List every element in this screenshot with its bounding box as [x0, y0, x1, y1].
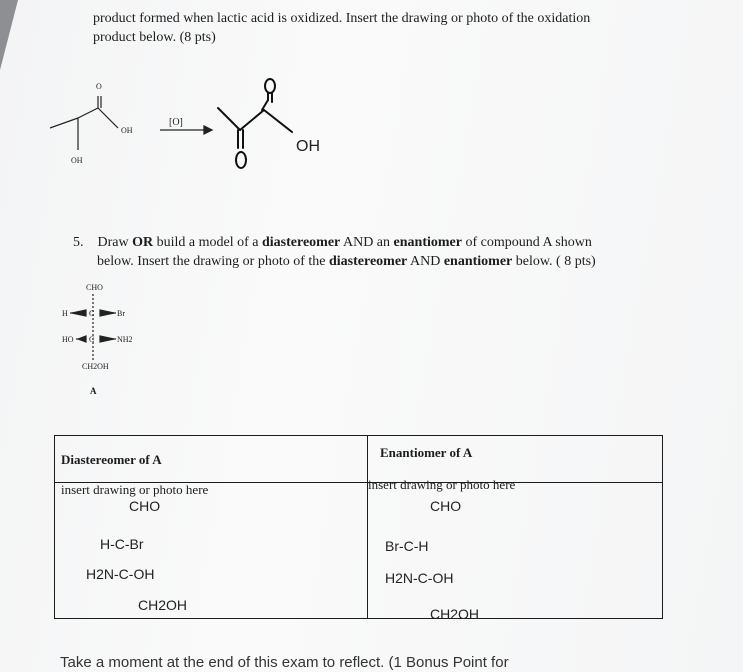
- q5-text: below. ( 8 pts): [512, 254, 596, 269]
- product-oh-label: OH: [296, 138, 320, 155]
- question4-text-line1: product formed when lactic acid is oxidized. Insert the drawing or photo of the oxidation: [93, 11, 591, 26]
- answer-table: [54, 435, 663, 619]
- q5-text: Draw: [97, 235, 133, 250]
- q5-enantiomer: enantiomer: [393, 235, 462, 250]
- compound-a-row1-left: H: [62, 309, 68, 318]
- question5-text-line2: [97, 253, 596, 270]
- diastereomer-prompt: insert drawing or photo here: [61, 482, 209, 497]
- diastereomer-header: Diastereomer of A: [55, 436, 368, 483]
- q5-diastereomer: diastereomer: [261, 235, 341, 250]
- enantiomer-top: CHO: [430, 498, 462, 514]
- q5-text: of compound A shown: [461, 235, 592, 250]
- enantiomer-prompt: insert drawing or photo here: [368, 477, 516, 492]
- q5-text: AND an: [340, 235, 394, 250]
- compound-a-label: A: [90, 386, 97, 396]
- q5-or: OR: [132, 235, 154, 250]
- reactant-alcohol-oh: OH: [71, 156, 83, 165]
- q5-diastereomer: diastereomer: [328, 254, 408, 269]
- reactant-carbonyl-o: O: [96, 82, 102, 91]
- enantiomer-bottom: CH2OH: [430, 606, 480, 622]
- bonus-prompt: Take a moment at the end of this exam to reflect. (1 Bonus Point for: [60, 654, 509, 671]
- question5-number: 5.: [73, 235, 84, 250]
- diastereomer-top: CHO: [129, 498, 161, 514]
- q5-text: build a model of a: [153, 235, 262, 250]
- compound-a-top: CHO: [86, 283, 103, 292]
- q5-text: AND: [407, 254, 444, 269]
- q5-text: below. Insert the drawing or photo of the: [97, 254, 329, 269]
- question5-text-line1: [73, 234, 592, 251]
- oxidant-label: [O]: [169, 117, 183, 128]
- diastereomer-bottom: CH2OH: [138, 597, 188, 613]
- enantiomer-header: Enantiomer of A: [368, 436, 663, 483]
- compound-a-row2-left: HO: [62, 335, 74, 344]
- diastereomer-row2: H2N-C-OH: [86, 566, 155, 582]
- enantiomer-row2: H2N-C-OH: [385, 570, 454, 586]
- compound-a-row1-right: Br: [117, 309, 125, 318]
- diastereomer-row1: H-C-Br: [100, 536, 144, 552]
- background-shadow: [0, 0, 18, 70]
- enantiomer-row1: Br-C-H: [385, 538, 429, 554]
- compound-a-row1-center: C: [89, 309, 95, 318]
- compound-a-bottom: CH2OH: [82, 362, 109, 371]
- compound-a-row2-right: NH2: [117, 335, 133, 344]
- reactant-acid-oh: OH: [121, 126, 133, 135]
- compound-a-row2-center: C: [89, 335, 95, 344]
- question4-text-line2: product below. (8 pts): [93, 30, 216, 45]
- q5-enantiomer: enantiomer: [443, 254, 513, 269]
